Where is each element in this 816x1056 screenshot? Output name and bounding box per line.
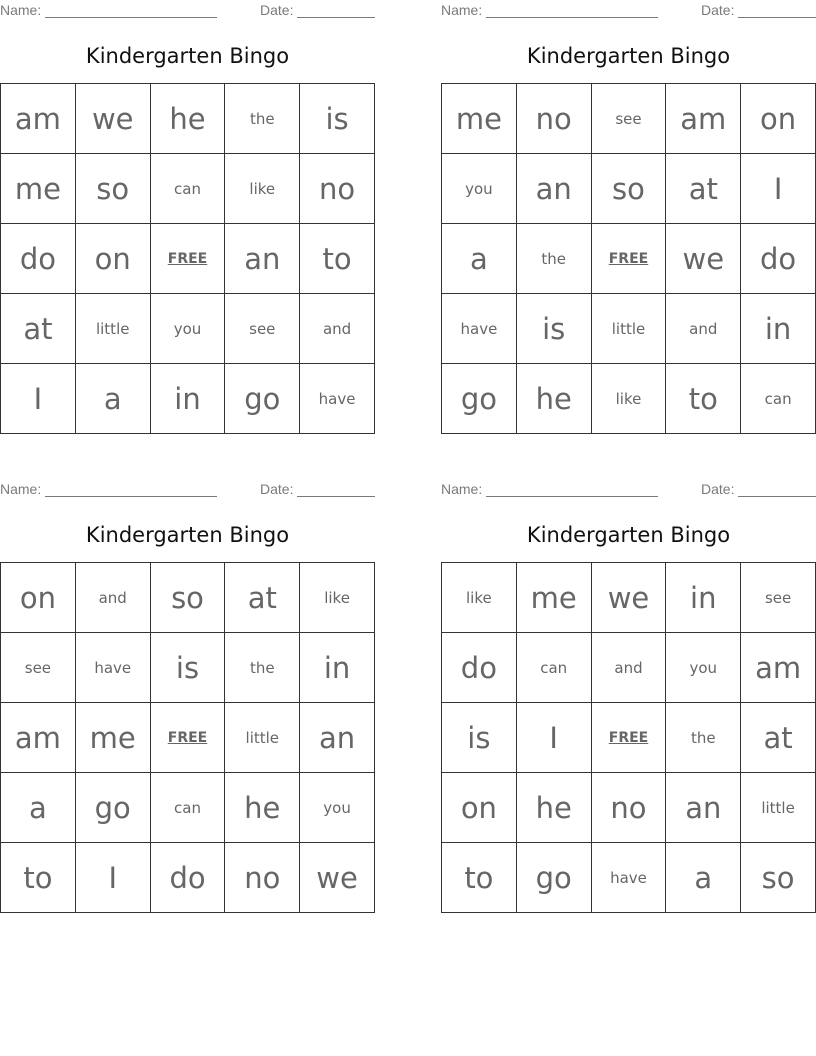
- free-space-cell: FREE: [150, 703, 225, 773]
- bingo-cell: in: [300, 633, 375, 703]
- bingo-grid: [0, 83, 375, 434]
- bingo-cell: little: [75, 294, 150, 364]
- bingo-cell: go: [225, 364, 300, 434]
- bingo-cell: and: [300, 294, 375, 364]
- bingo-cell: little: [591, 294, 666, 364]
- bingo-cell: you: [442, 154, 517, 224]
- bingo-cell: is: [442, 703, 517, 773]
- card-title: Kindergarten Bingo: [526, 44, 731, 68]
- bingo-cell: like: [300, 563, 375, 633]
- bingo-row: [1, 224, 375, 294]
- card-header: [0, 479, 375, 499]
- bingo-cell: an: [666, 773, 741, 843]
- date-field: [701, 481, 816, 497]
- bingo-cell: you: [666, 633, 741, 703]
- bingo-cell: he: [516, 773, 591, 843]
- bingo-cell: he: [225, 773, 300, 843]
- name-label: Name:: [441, 2, 483, 18]
- bingo-cell: to: [300, 224, 375, 294]
- bingo-cell: a: [442, 224, 517, 294]
- date-field: [701, 2, 816, 18]
- bingo-row: [1, 633, 375, 703]
- card-header: [441, 0, 816, 20]
- name-blank-line: [486, 482, 658, 497]
- bingo-cell: the: [225, 633, 300, 703]
- bingo-cell: to: [442, 843, 517, 913]
- bingo-cell: we: [75, 84, 150, 154]
- bingo-row: [442, 703, 816, 773]
- bingo-cell: you: [300, 773, 375, 843]
- bingo-cell: the: [516, 224, 591, 294]
- bingo-row: [1, 84, 375, 154]
- bingo-cell: can: [741, 364, 816, 434]
- bingo-cell: is: [300, 84, 375, 154]
- name-field: [0, 2, 217, 18]
- bingo-cell: I: [1, 364, 76, 434]
- name-field: [441, 481, 658, 497]
- date-blank-line: [297, 3, 375, 18]
- bingo-cell: like: [591, 364, 666, 434]
- bingo-cell: is: [516, 294, 591, 364]
- bingo-cell: the: [666, 703, 741, 773]
- bingo-cell: so: [591, 154, 666, 224]
- bingo-cell: me: [75, 703, 150, 773]
- name-blank-line: [45, 482, 217, 497]
- bingo-card-2: [441, 0, 816, 416]
- bingo-cell: see: [591, 84, 666, 154]
- bingo-cell: no: [516, 84, 591, 154]
- bingo-cell: we: [666, 224, 741, 294]
- bingo-row: [442, 563, 816, 633]
- bingo-row: [1, 773, 375, 843]
- bingo-card-4: [441, 479, 816, 895]
- bingo-cell: in: [741, 294, 816, 364]
- bingo-cell: do: [741, 224, 816, 294]
- bingo-cell: at: [741, 703, 816, 773]
- bingo-cell: so: [75, 154, 150, 224]
- bingo-cell: he: [150, 84, 225, 154]
- bingo-cell: go: [516, 843, 591, 913]
- bingo-cell: have: [75, 633, 150, 703]
- bingo-cell: and: [666, 294, 741, 364]
- bingo-cell: am: [1, 703, 76, 773]
- bingo-grid: [0, 562, 375, 913]
- bingo-cell: see: [225, 294, 300, 364]
- date-label: Date:: [260, 2, 294, 18]
- bingo-cell: can: [150, 773, 225, 843]
- bingo-row: [442, 773, 816, 843]
- bingo-cell: have: [442, 294, 517, 364]
- bingo-row: [1, 703, 375, 773]
- bingo-cell: a: [1, 773, 76, 843]
- free-space-cell: FREE: [591, 224, 666, 294]
- card-title: Kindergarten Bingo: [85, 44, 290, 68]
- card-header: [441, 479, 816, 499]
- bingo-cell: an: [225, 224, 300, 294]
- bingo-cell: me: [516, 563, 591, 633]
- bingo-cell: an: [516, 154, 591, 224]
- bingo-cell: I: [741, 154, 816, 224]
- bingo-cell: do: [442, 633, 517, 703]
- bingo-cell: I: [75, 843, 150, 913]
- bingo-row: [1, 843, 375, 913]
- bingo-cell: go: [75, 773, 150, 843]
- bingo-card-3: [0, 479, 375, 895]
- bingo-cell: like: [442, 563, 517, 633]
- bingo-cell: see: [1, 633, 76, 703]
- bingo-row: [442, 843, 816, 913]
- bingo-cell: at: [666, 154, 741, 224]
- bingo-cell: you: [150, 294, 225, 364]
- bingo-cell: me: [1, 154, 76, 224]
- bingo-cell: I: [516, 703, 591, 773]
- bingo-cell: a: [75, 364, 150, 434]
- bingo-cell: on: [1, 563, 76, 633]
- free-space-cell: FREE: [591, 703, 666, 773]
- free-space-cell: FREE: [150, 224, 225, 294]
- bingo-cell: on: [442, 773, 517, 843]
- card-header: [0, 0, 375, 20]
- bingo-cell: am: [666, 84, 741, 154]
- date-blank-line: [738, 3, 816, 18]
- bingo-cell: to: [666, 364, 741, 434]
- bingo-grid: [441, 83, 816, 434]
- bingo-cell: the: [225, 84, 300, 154]
- name-field: [0, 481, 217, 497]
- bingo-cell: do: [1, 224, 76, 294]
- bingo-cell: have: [300, 364, 375, 434]
- bingo-cell: in: [666, 563, 741, 633]
- name-blank-line: [486, 3, 658, 18]
- bingo-cell: go: [442, 364, 517, 434]
- name-field: [441, 2, 658, 18]
- bingo-cell: to: [1, 843, 76, 913]
- bingo-cell: do: [150, 843, 225, 913]
- bingo-row: [1, 563, 375, 633]
- bingo-cell: he: [516, 364, 591, 434]
- date-label: Date:: [701, 481, 735, 497]
- bingo-cell: on: [75, 224, 150, 294]
- bingo-row: [1, 154, 375, 224]
- bingo-card-1: [0, 0, 375, 416]
- bingo-cell: an: [300, 703, 375, 773]
- bingo-cell: and: [591, 633, 666, 703]
- bingo-row: [442, 84, 816, 154]
- bingo-row: [442, 364, 816, 434]
- bingo-cell: we: [300, 843, 375, 913]
- bingo-cell: no: [300, 154, 375, 224]
- name-label: Name:: [441, 481, 483, 497]
- bingo-row: [1, 294, 375, 364]
- bingo-cell: see: [741, 563, 816, 633]
- bingo-cell: like: [225, 154, 300, 224]
- bingo-row: [442, 294, 816, 364]
- bingo-cell: little: [741, 773, 816, 843]
- name-label: Name:: [0, 481, 42, 497]
- date-blank-line: [297, 482, 375, 497]
- bingo-row: [442, 154, 816, 224]
- date-label: Date:: [260, 481, 294, 497]
- bingo-cell: no: [591, 773, 666, 843]
- name-label: Name:: [0, 2, 42, 18]
- bingo-cell: a: [666, 843, 741, 913]
- bingo-cell: can: [150, 154, 225, 224]
- bingo-row: [442, 224, 816, 294]
- bingo-cell: so: [741, 843, 816, 913]
- name-blank-line: [45, 3, 217, 18]
- bingo-cell: at: [1, 294, 76, 364]
- bingo-cell: me: [442, 84, 517, 154]
- date-field: [260, 481, 375, 497]
- card-title: Kindergarten Bingo: [526, 523, 731, 547]
- bingo-grid: [441, 562, 816, 913]
- card-title: Kindergarten Bingo: [85, 523, 290, 547]
- bingo-cell: am: [1, 84, 76, 154]
- bingo-row: [442, 633, 816, 703]
- bingo-cell: and: [75, 563, 150, 633]
- bingo-cell: little: [225, 703, 300, 773]
- bingo-cell: am: [741, 633, 816, 703]
- bingo-cell: so: [150, 563, 225, 633]
- bingo-cell: we: [591, 563, 666, 633]
- bingo-cell: is: [150, 633, 225, 703]
- bingo-row: [1, 364, 375, 434]
- date-field: [260, 2, 375, 18]
- bingo-cell: on: [741, 84, 816, 154]
- bingo-cell: no: [225, 843, 300, 913]
- bingo-cell: at: [225, 563, 300, 633]
- bingo-cell: have: [591, 843, 666, 913]
- bingo-cell: can: [516, 633, 591, 703]
- date-label: Date:: [701, 2, 735, 18]
- bingo-cell: in: [150, 364, 225, 434]
- date-blank-line: [738, 482, 816, 497]
